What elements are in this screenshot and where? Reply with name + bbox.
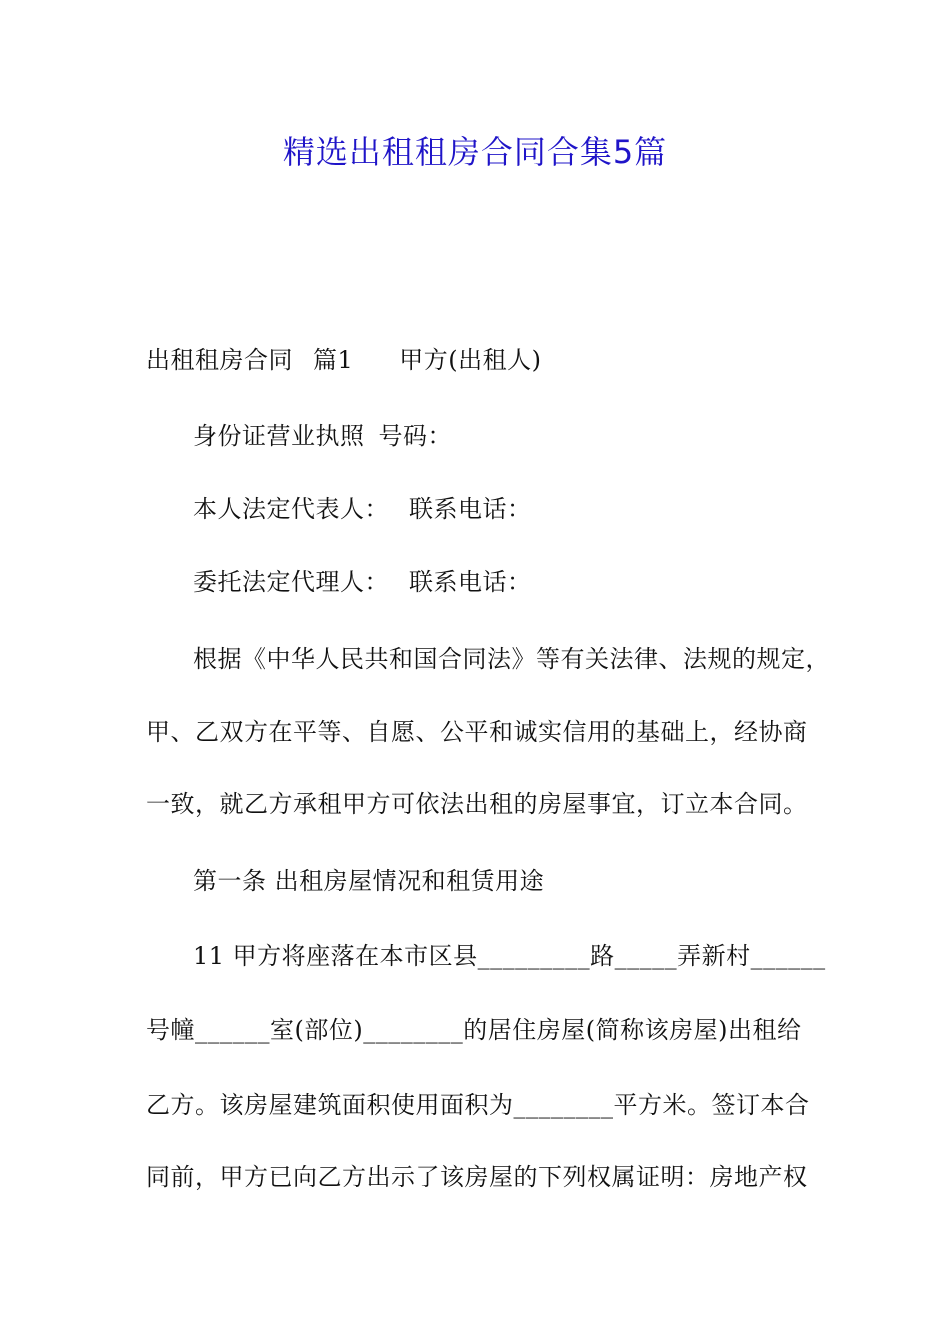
paragraph-line: 号幢______室(部位)________的居住房屋(简称该房屋)出租给 [146, 1016, 802, 1044]
legal-representative-label: 本人法定代表人： [193, 495, 389, 523]
id-number-line [193, 418, 452, 454]
legal-representative-line [193, 491, 532, 527]
phone-label: 联系电话： [409, 568, 532, 596]
paragraph-line: 甲、乙双方在平等、自愿、公平和诚实信用的基础上，经协商 [146, 718, 808, 746]
party-a-label: 甲方(出租人) [399, 346, 542, 374]
number-label: 号码： [378, 422, 452, 450]
id-label: 身份证营业执照 [193, 422, 365, 450]
legal-agent-line [193, 564, 532, 600]
article-number: 篇1 [313, 346, 354, 374]
paragraph-line: 根据《中华人民共和国合同法》等有关法律、法规的规定， [193, 645, 830, 673]
document-title: 精选出租租房合同合集5篇 [282, 133, 668, 171]
legal-agent-label: 委托法定代理人： [193, 568, 389, 596]
paragraph-line: 11 甲方将座落在本市区县_________路_____弄新村______ [193, 942, 826, 970]
paragraph-line: 乙方。该房屋建筑面积使用面积为________平方米。签订本合 [146, 1091, 810, 1119]
article-heading: 第一条 出租房屋情况和租赁用途 [193, 867, 545, 895]
paragraph-line: 同前，甲方已向乙方出示了该房屋的下列权属证明：房地产权 [146, 1163, 808, 1191]
contract-header-line [146, 342, 542, 378]
paragraph-line: 一致，就乙方承租甲方可依法出租的房屋事宜，订立本合同。 [146, 790, 808, 818]
phone-label: 联系电话： [409, 495, 532, 523]
contract-name: 出租租房合同 [146, 346, 293, 374]
